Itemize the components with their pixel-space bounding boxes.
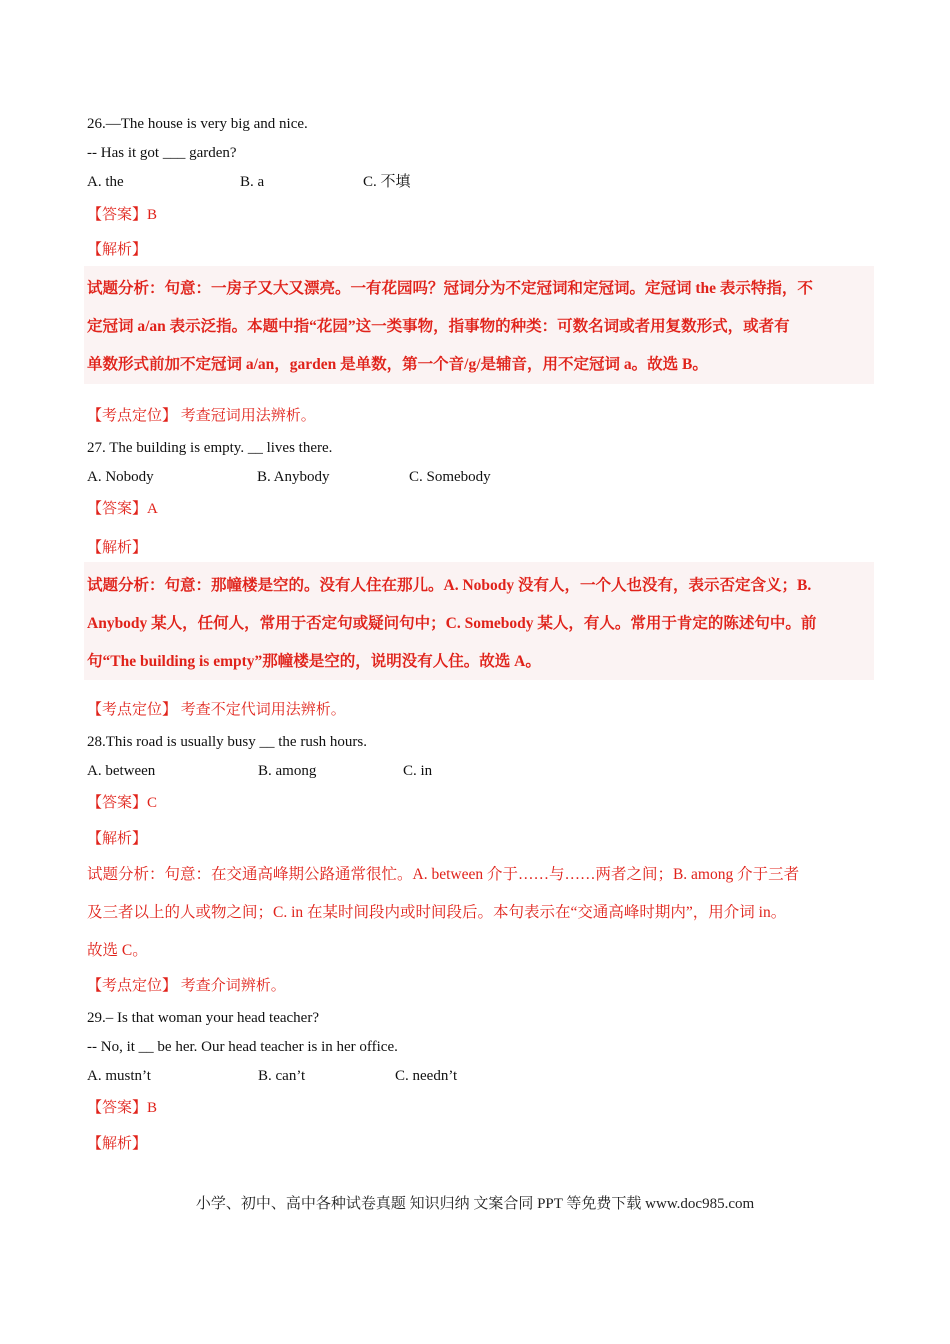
question-26-point: 【考点定位】 考查冠词用法辨析。 <box>87 408 316 424</box>
question-28-analysis-line-1: 试题分析：句意：在交通高峰期公路通常很忙。A. between 介于……与……两者之间；B. among 介于三者 <box>87 866 800 883</box>
question-26-analysis-line-3: 单数形式前加不定冠词 a/an，garden 是单数，第一个音/g/是辅音，用不定冠词 a。故选 B。 <box>87 356 708 373</box>
question-29-option-b: B. can’t <box>258 1068 306 1084</box>
question-26-stem-2: -- Has it got ___ garden? <box>87 145 237 161</box>
question-28-stem-1: 28.This road is usually busy __ the rush hours. <box>87 734 367 750</box>
question-26-option-b: B. a <box>240 174 265 190</box>
question-28-analysis-label: 【解析】 <box>87 831 148 847</box>
question-29-answer: 【答案】B <box>87 1100 158 1116</box>
question-29-option-c: C. needn’t <box>395 1068 458 1084</box>
question-27-analysis-line-2: Anybody 某人，任何人，常用于否定句或疑问句中；C. Somebody 某人，有人。常用于肯定的陈述句中。前 <box>87 615 817 632</box>
question-28-analysis-line-3: 故选 C。 <box>87 942 148 959</box>
question-27-option-a: A. Nobody <box>87 469 154 485</box>
question-27-point: 【考点定位】 考查不定代词用法辨析。 <box>87 702 346 718</box>
question-28-answer: 【答案】C <box>87 795 158 811</box>
question-27-analysis-line-1: 试题分析：句意：那幢楼是空的。没有人住在那儿。A. Nobody 没有人，一个人也没有，表示否定含义；B. <box>87 577 812 594</box>
question-26-analysis-line-1: 试题分析：句意：一房子又大又漂亮。一有花园吗？冠词分为不定冠词和定冠词。定冠词 the 表示特指，不 <box>87 280 813 297</box>
question-27-option-b: B. Anybody <box>257 469 330 485</box>
question-27-answer: 【答案】A <box>87 501 158 517</box>
question-29-stem-1: 29.– Is that woman your head teacher? <box>87 1010 319 1026</box>
question-28-analysis-line-2: 及三者以上的人或物之间；C. in 在某时间段内或时间段后。本句表示在“交通高峰时期内”，用介词 in。 <box>87 904 787 921</box>
question-26-answer: 【答案】B <box>87 207 158 223</box>
question-27-analysis-label: 【解析】 <box>87 540 148 556</box>
question-28-option-a: A. between <box>87 763 156 779</box>
question-28-option-c: C. in <box>403 763 433 779</box>
question-27-option-c: C. Somebody <box>409 469 491 485</box>
question-26-stem-1: 26.—The house is very big and nice. <box>87 116 308 132</box>
question-29-option-a: A. mustn’t <box>87 1068 151 1084</box>
question-27-stem-1: 27. The building is empty. __ lives there. <box>87 440 333 456</box>
question-28-point: 【考点定位】 考查介词辨析。 <box>87 978 286 994</box>
page-footer: 小学、初中、高中各种试卷真题 知识归纳 文案合同 PPT 等免费下载 www.doc985.com <box>195 1196 755 1212</box>
question-26-option-a: A. the <box>87 174 124 190</box>
question-26-analysis-line-2: 定冠词 a/an 表示泛指。本题中指“花园”这一类事物，指事物的种类：可数名词或者用复数形式，或者有 <box>87 318 790 335</box>
question-29-analysis-label: 【解析】 <box>87 1136 148 1152</box>
question-28-option-b: B. among <box>258 763 317 779</box>
question-27-analysis-line-3: 句“The building is empty”那幢楼是空的，说明没有人住。故选 A。 <box>87 653 541 670</box>
question-26-option-c: C. 不填 <box>363 174 411 190</box>
question-29-stem-2: -- No, it __ be her. Our head teacher is in her office. <box>87 1039 398 1055</box>
question-26-analysis-label: 【解析】 <box>87 242 148 258</box>
